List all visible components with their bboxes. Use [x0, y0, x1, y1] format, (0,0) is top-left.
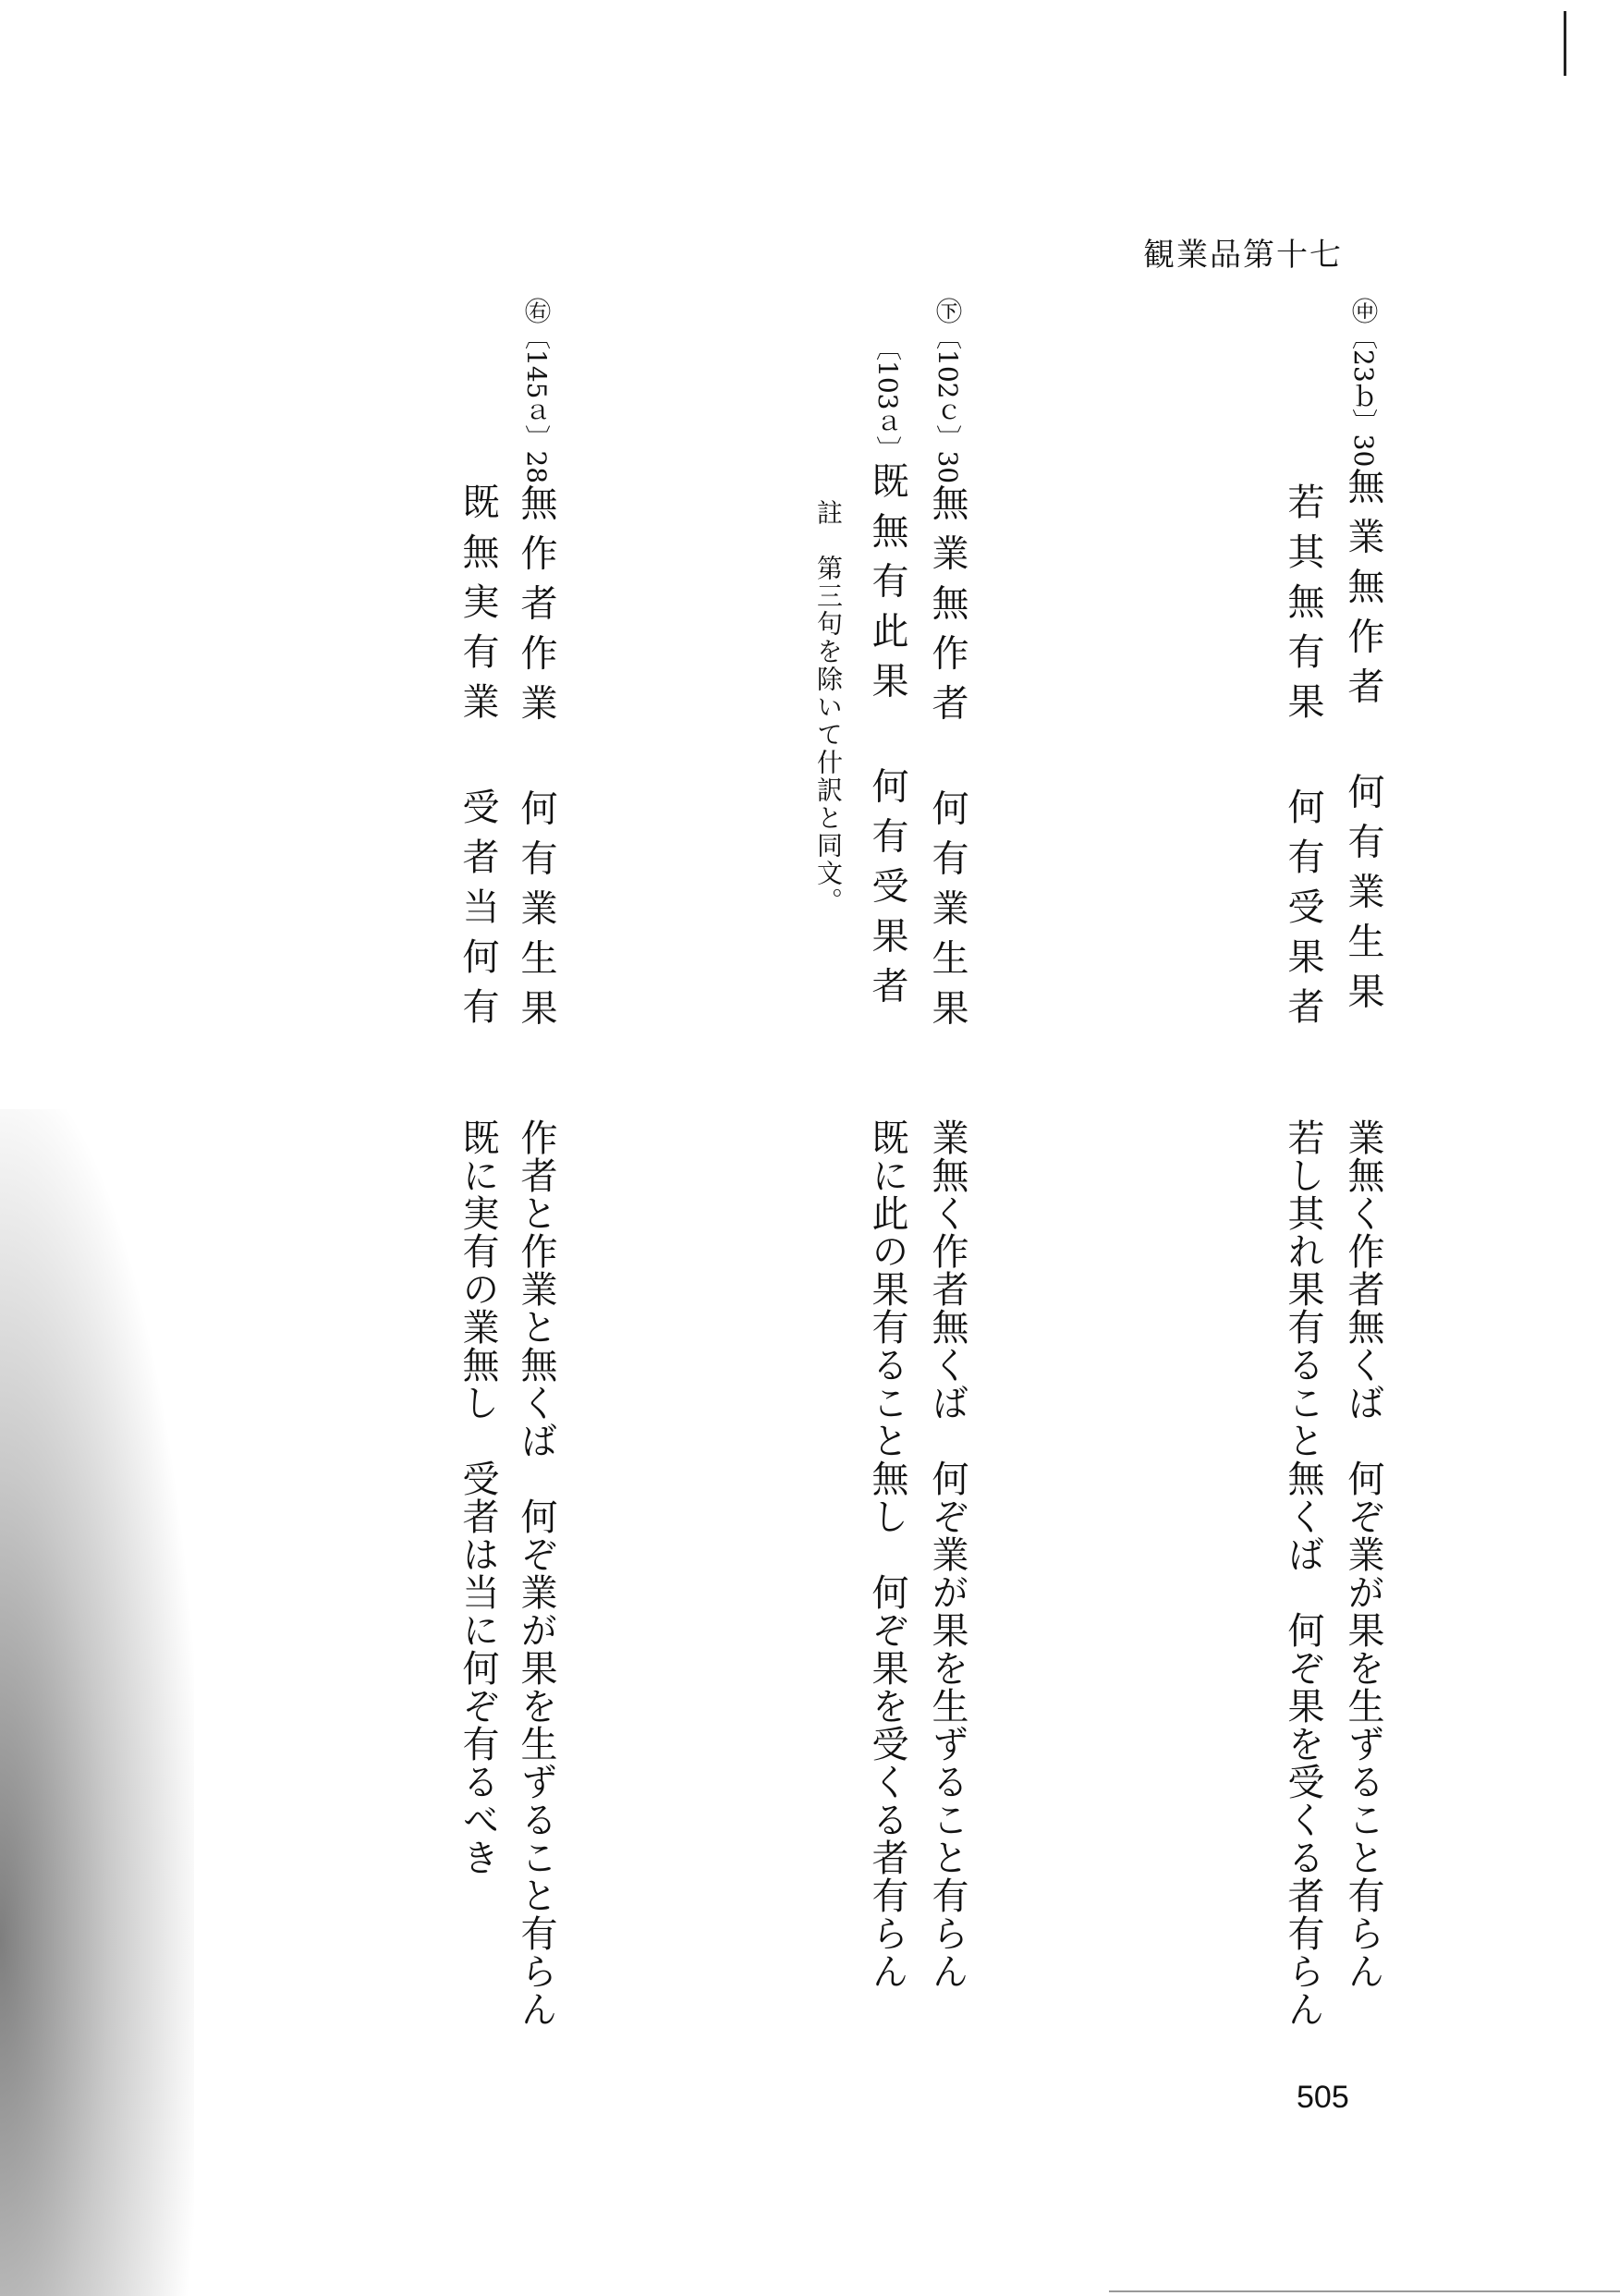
- stanza-3-ref: 〔145ａ〕28: [521, 324, 552, 484]
- stanza-2-note: 註 第三句を除いて什訳と同文。: [813, 499, 844, 915]
- stanza-3-translation-1: 作者と作業と無くば 何ぞ業が果を生ずること有らん: [515, 1118, 557, 2028]
- stanza-1-line-1-second: 何有業生果: [1342, 772, 1384, 1022]
- stanza-1-line-2-second: 何有受果者: [1282, 788, 1324, 1037]
- stanza-2-line-2-second: 何有受果者: [866, 766, 908, 1017]
- stanza-3-verse-line-2: [457, 482, 499, 1037]
- stanza-1-line-1-first: 無業無作者: [1342, 467, 1384, 717]
- stanza-2-ref-2: 〔103ａ〕: [872, 335, 903, 462]
- stanza-2-marker: ㊦: [932, 298, 963, 324]
- running-title: 観業品第十七: [1143, 237, 1343, 274]
- stanza-2-verse-line-2: [866, 335, 908, 1017]
- stanza-2-line-1-first: 無業無作者: [926, 483, 968, 734]
- scan-mark: [1564, 11, 1566, 76]
- stanza-3-marker: ㊨: [521, 298, 552, 324]
- stanza-3-line-1-second: 何有業生果: [515, 788, 557, 1039]
- stanza-2-line-2-first: 既無有此果: [866, 461, 908, 712]
- stanza-3-line-2-first: 既無実有業: [457, 482, 499, 732]
- stanza-1-verse-line-2: [1282, 482, 1324, 1037]
- stanza-1-verse-line-1: [1342, 298, 1384, 1022]
- stanza-3-translation-2: 既に実有の業無し 受者は当に何ぞ有るべき: [457, 1118, 499, 1876]
- stanza-2-line-1-second: 何有業生果: [926, 788, 968, 1039]
- stanza-2-ref-1: 〔102ｃ〕30: [932, 324, 963, 484]
- stanza-3-line-2-second: 受者当何有: [457, 788, 499, 1037]
- scan-edge: [1109, 2290, 1620, 2292]
- stanza-1-line-2-first: 若其無有果: [1282, 482, 1324, 732]
- stanza-1-marker: ㊥: [1348, 298, 1379, 324]
- stanza-3-verse-line-1: [515, 298, 557, 1039]
- scan-shadow: [0, 1109, 194, 2296]
- stanza-2-translation-2: 既に此の果有ること無し 何ぞ果を受くる者有らん: [866, 1118, 908, 1990]
- page-number: 505: [1297, 2080, 1349, 2115]
- stanza-1-translation-2: 若し其れ果有ること無くば 何ぞ果を受くる者有らん: [1282, 1118, 1324, 2028]
- stanza-1-ref: 〔23ｂ〕30: [1348, 324, 1379, 468]
- stanza-2-verse-line-1: [926, 298, 968, 1039]
- stanza-2-translation-1: 業無く作者無くば 何ぞ業が果を生ずること有らん: [926, 1118, 968, 1990]
- stanza-3-line-1-first: 無作者作業: [515, 483, 557, 734]
- stanza-1-translation-1: 業無く作者無くば 何ぞ業が果を生ずること有らん: [1342, 1118, 1384, 1990]
